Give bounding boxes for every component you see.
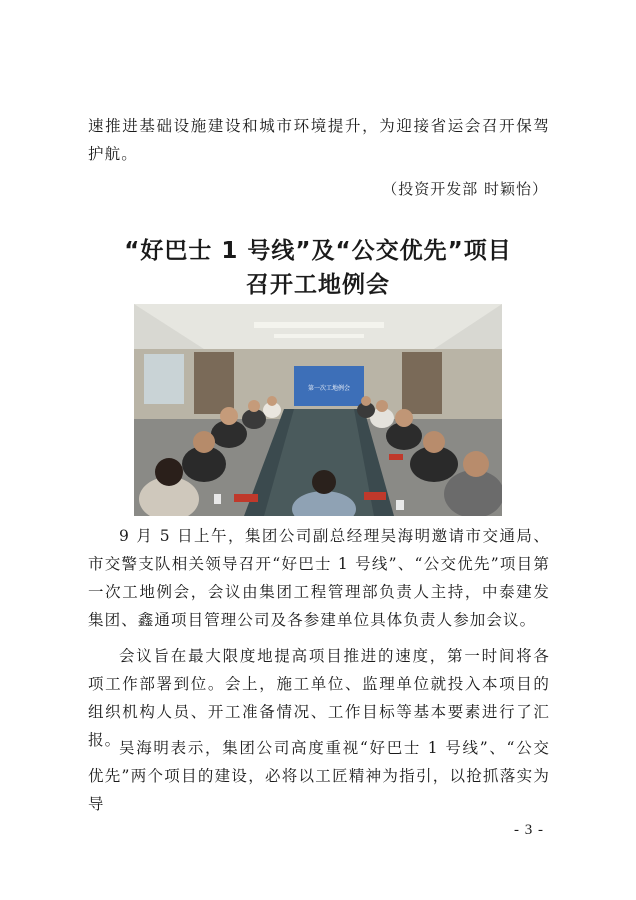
page-number: - 3 - — [514, 822, 544, 838]
meeting-photo — [134, 304, 502, 516]
article-title-line1: “好巴士 1 号线”及“公交优先”项目 — [124, 238, 512, 264]
article-paragraph: 吴海明表示，集团公司高度重视“好巴士 1 号线”、“公交优先”两个项目的建设，必将以工匠精神为指引，以抢抓落实为导 — [88, 739, 550, 813]
screen-text: 第一次工地例会 — [307, 385, 351, 392]
byline: （投资开发部 时颖怡） — [382, 180, 548, 198]
article-paragraph: 会议旨在最大限度地提高项目推进的速度，第一时间将各项工作部署到位。会上，施工单位、监理单位就投入本项目的组织机构人员、开工准备情况、工作目标等基本要素进行了汇报。 — [88, 647, 550, 749]
article-paragraph: 9 月 5 日上午，集团公司副总经理吴海明邀请市交通局、市交警支队相关领导召开“好巴士 1 号线”、“公交优先”项目第一次工地例会，会议由集团工程管理部负责人主持，中泰建发集团、鑫通项目管理公司及各参建单位具体负责人参加会议。 — [88, 527, 550, 629]
intro-paragraph: 速推进基础设施建设和城市环境提升，为迎接省运会召开保驾护航。 — [88, 117, 550, 163]
article-title-line2: 召开工地例会 — [246, 272, 390, 298]
